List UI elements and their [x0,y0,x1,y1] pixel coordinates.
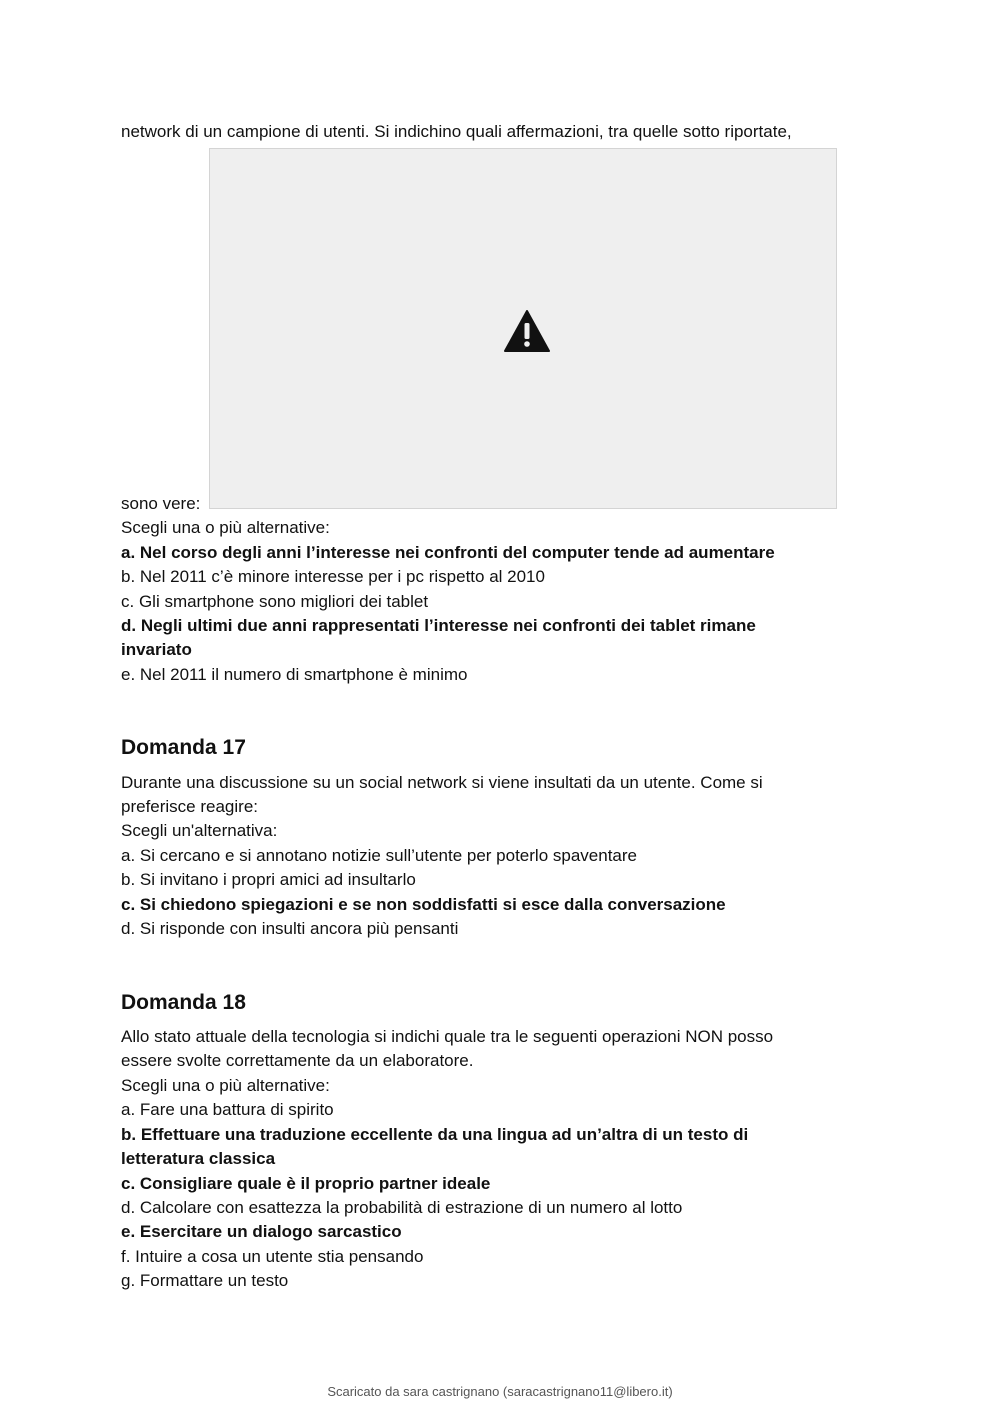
q16-intro-line-2: sono vere: [121,494,201,513]
q17-instruction: Scegli un'alternativa: [121,821,278,840]
q18-question-line-1: Allo stato attuale della tecnologia si indichi quale tra le seguenti operazioni NON posso [121,1027,774,1046]
q17-option-d: d. Si risponde con insulti ancora più pensanti [121,919,459,938]
q18-option-g: g. Formattare un testo [121,1271,289,1290]
q17-title: Domanda 17 [121,736,246,759]
q18-question-line-2: essere svolte correttamente da un elaboratore. [121,1051,474,1070]
q18-option-d: d. Calcolare con esattezza la probabilità di estrazione di un numero al lotto [121,1198,683,1217]
download-footer: Scaricato da sara castrignano (saracastrignano11@libero.it) [327,1384,673,1399]
q17-option-b: b. Si invitano i propri amici ad insultarlo [121,870,416,889]
q16-option-e: e. Nel 2011 il numero di smartphone è minimo [121,665,468,684]
q17-question-line-1: Durante una discussione su un social network si viene insultati da un utente. Come si [121,773,763,792]
q18-option-c: c. Consigliare quale è il proprio partner ideale [121,1174,491,1193]
q17-option-c: c. Si chiedono spiegazioni e se non soddisfatti si esce dalla conversazione [121,895,726,914]
q16-intro-line-1: network di un campione di utenti. Si indichino quali affermazioni, tra quelle sotto riportate, [121,122,792,141]
q16-option-d-cont: invariato [121,640,192,659]
q18-instruction: Scegli una o più alternative: [121,1076,330,1095]
q18-option-e: e. Esercitare un dialogo sarcastico [121,1222,402,1241]
q16-option-b: b. Nel 2011 c’è minore interesse per i pc rispetto al 2010 [121,567,545,586]
q16-option-c: c. Gli smartphone sono migliori dei tablet [121,592,429,611]
q18-title: Domanda 18 [121,991,246,1014]
warning-icon [503,309,551,353]
q17-option-a: a. Si cercano e si annotano notizie sull’utente per poterlo spaventare [121,846,637,865]
q17-question-line-2: preferisce reagire: [121,797,259,816]
q16-option-a: a. Nel corso degli anni l’interesse nei confronti del computer tende ad aumentare [121,543,775,562]
broken-image-placeholder [209,148,837,509]
q18-option-b-cont: letteratura classica [121,1149,276,1168]
q16-instruction: Scegli una o più alternative: [121,518,330,537]
q18-option-b: b. Effettuare una traduzione eccellente da una lingua ad un’altra di un testo di [121,1125,749,1144]
q18-option-f: f. Intuire a cosa un utente stia pensando [121,1247,424,1266]
q16-option-d: d. Negli ultimi due anni rappresentati l’interesse nei confronti dei tablet rimane [121,616,756,635]
q18-option-a: a. Fare una battura di spirito [121,1100,334,1119]
